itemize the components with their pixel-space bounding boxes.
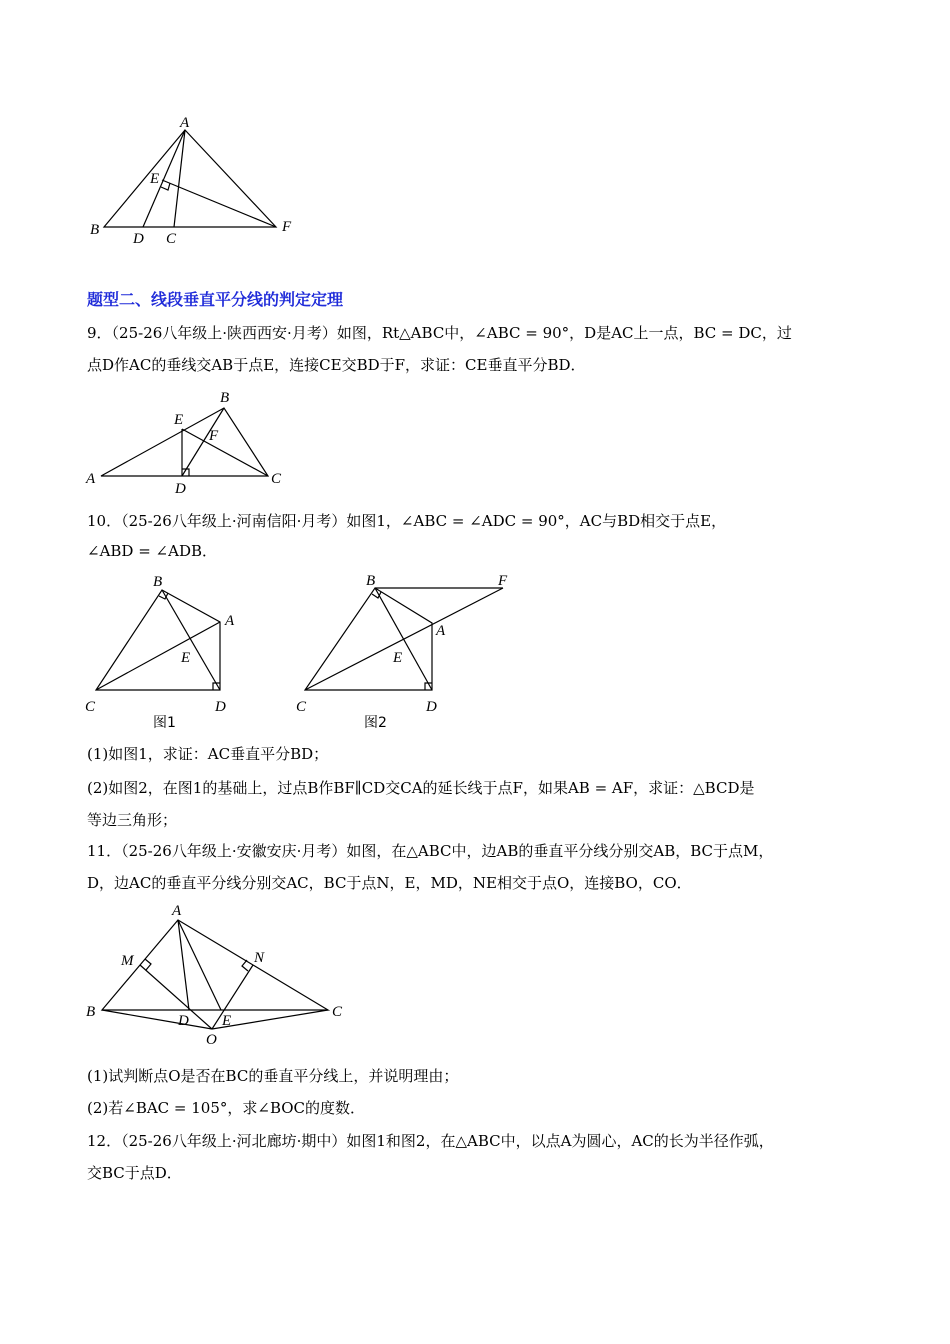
label-e: E bbox=[174, 412, 184, 428]
label-f: F bbox=[498, 573, 508, 589]
segment-ec bbox=[182, 429, 268, 476]
section-heading: 题型二、线段垂直平分线的判定定理 bbox=[87, 290, 344, 309]
label-d: D bbox=[175, 481, 186, 497]
right-angle-mark-m bbox=[145, 959, 151, 970]
label-o: O bbox=[206, 1032, 217, 1048]
label-c: C bbox=[166, 231, 177, 247]
segment-mo bbox=[140, 965, 212, 1029]
label-d: D bbox=[215, 699, 226, 715]
figure-q11 bbox=[0, 900, 950, 1060]
label-e: E bbox=[181, 650, 191, 666]
q9-number: 9． bbox=[87, 324, 112, 342]
q11-text-1: （25-26八年级上·安徽安庆·月考）如图，在△ABC中，边AB的垂直平分线分别交AB，BC于点M， bbox=[121, 842, 774, 860]
label-e: E bbox=[222, 1013, 232, 1029]
label-f: F bbox=[282, 219, 292, 235]
q11-number: 11． bbox=[87, 842, 122, 860]
label-f: F bbox=[209, 428, 219, 444]
label-m: M bbox=[121, 953, 134, 969]
q9-line1 bbox=[87, 318, 792, 348]
segment-fc bbox=[305, 588, 503, 690]
label-a: A bbox=[86, 471, 96, 487]
q10-text-1: （25-26八年级上·河南信阳·月考）如图1，∠ABC = ∠ADC = 90°，AC与BD相交于点E， bbox=[121, 512, 727, 530]
label-d: D bbox=[426, 699, 437, 715]
triangle-abf bbox=[104, 130, 276, 227]
q10-line2: ∠ABD = ∠ADB． bbox=[87, 542, 218, 560]
label-d: D bbox=[133, 231, 144, 247]
quad-bacd bbox=[305, 588, 432, 690]
label-c: C bbox=[332, 1004, 343, 1020]
label-b: B bbox=[220, 390, 230, 406]
label-e: E bbox=[393, 650, 403, 666]
label-b: B bbox=[86, 1004, 96, 1020]
figure-q10-2 bbox=[0, 570, 600, 740]
label-n: N bbox=[254, 950, 265, 966]
right-angle-mark bbox=[161, 183, 170, 190]
q9-line2: 点D作AC的垂线交AB于点E，连接CE交BD于F，求证：CE垂直平分BD． bbox=[87, 356, 586, 374]
q11-part2: (2)若∠BAC = 105°，求∠BOC的度数． bbox=[87, 1099, 366, 1117]
segment-ef bbox=[162, 180, 276, 227]
label-b: B bbox=[90, 222, 100, 238]
label-c: C bbox=[296, 699, 307, 715]
q10-part2-line1: (2)如图2，在图1的基础上，过点B作BF∥CD交CA的延长线于点F，如果AB = AF，求证：△BCD是 bbox=[87, 779, 755, 797]
segment-ac bbox=[174, 130, 185, 227]
label-a: A bbox=[436, 623, 446, 639]
label-d: D bbox=[178, 1013, 189, 1029]
q9-text-1: （25-26八年级上·陕西西安·月考）如图，Rt△ABC中，∠ABC = 90°，D是AC上一点，BC = DC，过 bbox=[111, 324, 792, 342]
figure-top bbox=[0, 0, 950, 250]
q12-text-1: （25-26八年级上·河北廊坊·期中）如图1和图2，在△ABC中，以点A为圆心，AC的长为半径作弧， bbox=[121, 1132, 774, 1150]
segment-ad bbox=[178, 920, 189, 1010]
label-b: B bbox=[153, 574, 163, 590]
q11-line1 bbox=[87, 836, 773, 866]
q10-number: 10． bbox=[87, 512, 122, 530]
q10-part1: (1)如图1，求证：AC垂直平分BD； bbox=[87, 745, 329, 763]
triangle-abc bbox=[101, 408, 268, 476]
q12-line1 bbox=[87, 1126, 774, 1156]
label-a: A bbox=[180, 115, 190, 131]
label-a: A bbox=[225, 613, 235, 629]
caption-fig1: 图1 bbox=[153, 715, 176, 731]
q12-number: 12． bbox=[87, 1132, 122, 1150]
q11-part1: (1)试判断点O是否在BC的垂直平分线上，并说明理由； bbox=[87, 1067, 459, 1085]
q10-part2-line2: 等边三角形； bbox=[87, 811, 178, 829]
caption-fig2: 图2 bbox=[364, 715, 387, 731]
q12-line2: 交BC于点D． bbox=[87, 1164, 182, 1182]
segment-bo bbox=[102, 1010, 212, 1029]
label-c: C bbox=[85, 699, 96, 715]
q11-line2: D，边AC的垂直平分线分别交AC，BC于点N，E，MD，NE相交于点O，连接BO，CO． bbox=[87, 874, 692, 892]
label-b: B bbox=[366, 573, 376, 589]
label-e: E bbox=[150, 171, 160, 187]
figure-q9 bbox=[0, 380, 950, 500]
segment-no bbox=[212, 965, 253, 1029]
label-a: A bbox=[172, 903, 182, 919]
q10-line1 bbox=[87, 506, 726, 536]
label-c: C bbox=[271, 471, 282, 487]
